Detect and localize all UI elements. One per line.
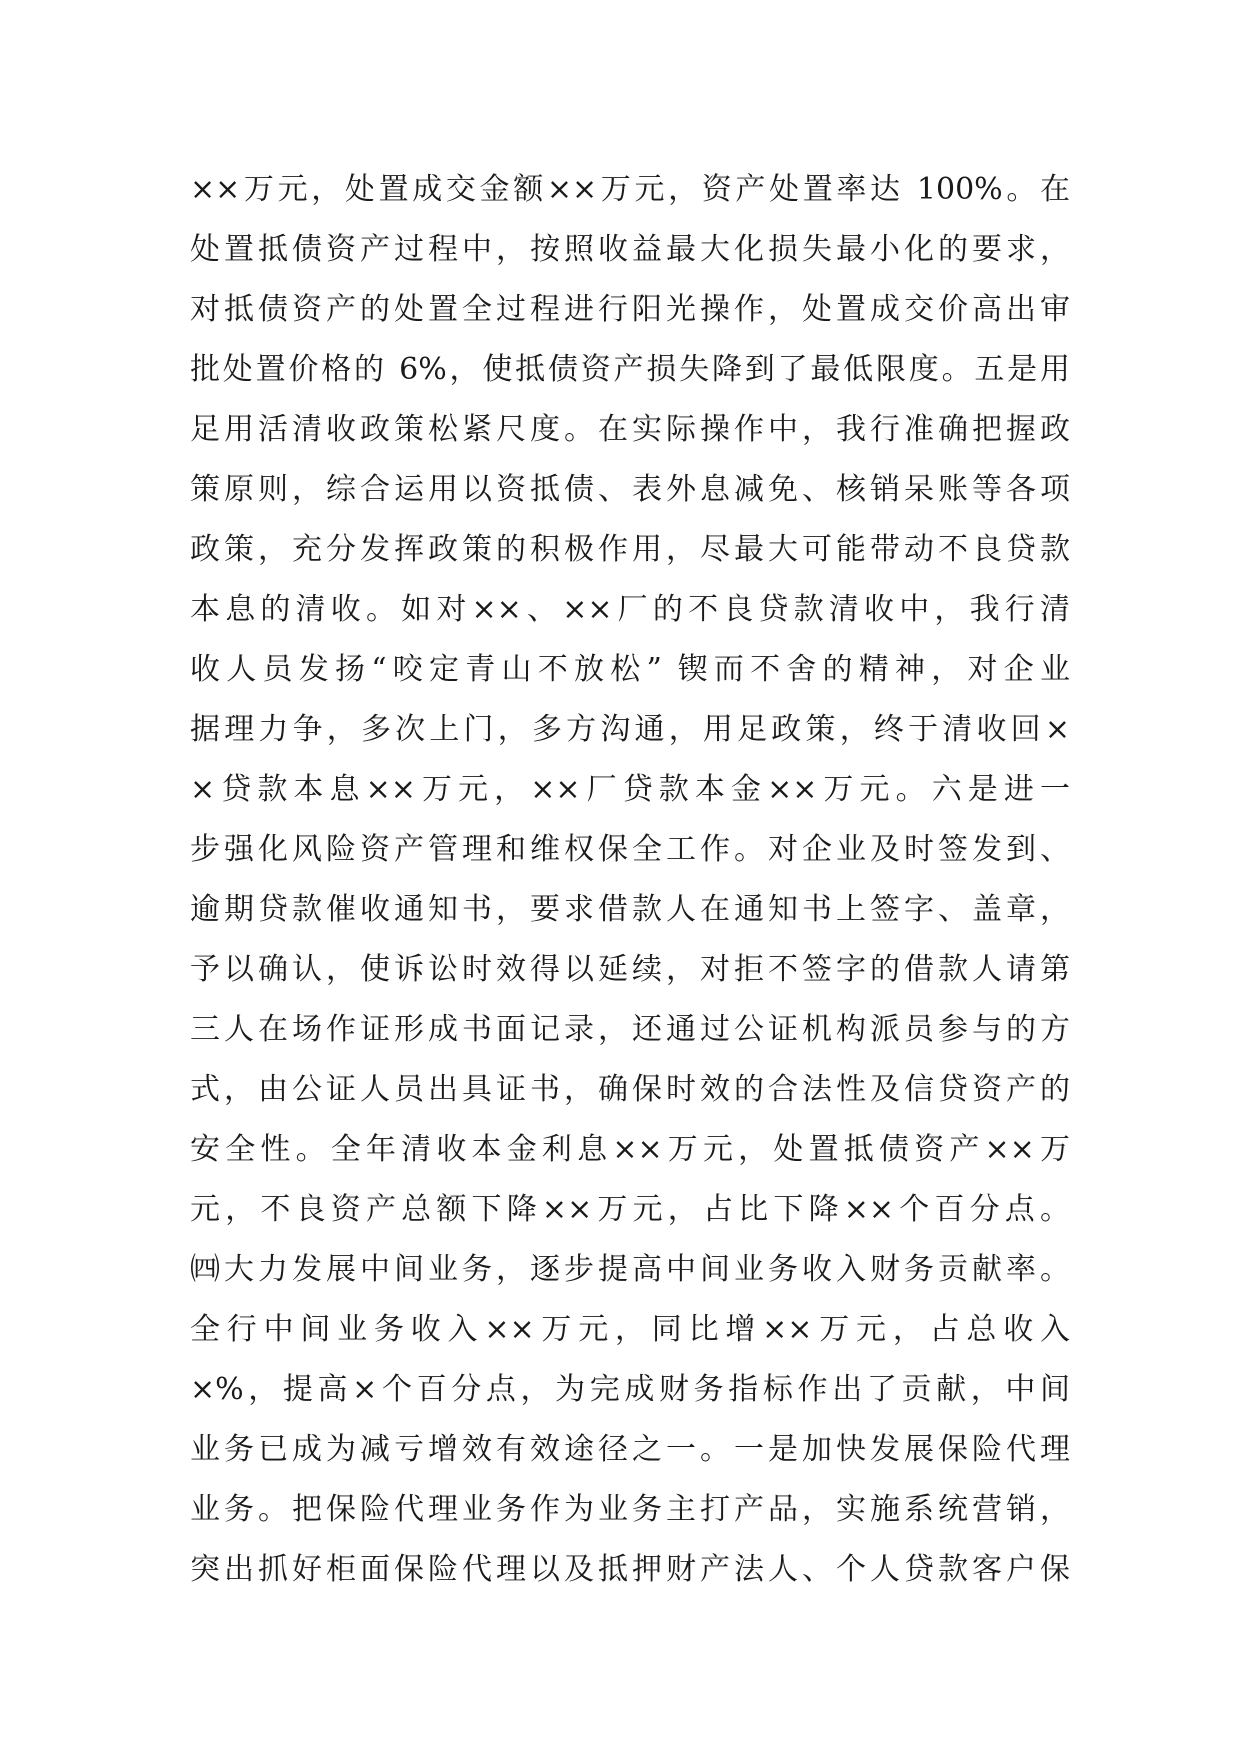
text-line: 政策，充分发挥政策的积极作用，尽最大可能带动不良贷款: [190, 532, 1070, 567]
text-line: 逾期贷款催收通知书，要求借款人在通知书上签字、盖章，: [190, 892, 1070, 927]
text-line: 对抵债资产的处置全过程进行阳光操作，处置成交价高出审: [190, 292, 1070, 327]
text-line: 业务。把保险代理业务作为业务主打产品，实施系统营销，: [190, 1492, 1070, 1527]
text-line: 步强化风险资产管理和维权保全工作。对企业及时签发到、: [190, 832, 1070, 867]
text-line: 式，由公证人员出具证书，确保时效的合法性及信贷资产的: [190, 1072, 1070, 1107]
text-line: 业务已成为减亏增效有效途径之一。一是加快发展保险代理: [190, 1432, 1070, 1467]
text-line: 全行中间业务收入××万元，同比增××万元，占总收入: [190, 1312, 1070, 1347]
text-line: 本息的清收。如对××、××厂的不良贷款清收中，我行清: [190, 592, 1070, 627]
text-line: ××万元，处置成交金额××万元，资产处置率达 100%。在: [190, 172, 1070, 207]
body-text: [190, 160, 1070, 1600]
text-line: 予以确认，使诉讼时效得以延续，对拒不签字的借款人请第: [190, 952, 1070, 987]
text-line: ×贷款本息××万元，××厂贷款本金××万元。六是进一: [190, 772, 1070, 807]
text-line: ×%，提高×个百分点，为完成财务指标作出了贡献，中间: [190, 1372, 1070, 1407]
text-line: 突出抓好柜面保险代理以及抵押财产法人、个人贷款客户保: [190, 1552, 1070, 1587]
text-line: 安全性。全年清收本金利息××万元，处置抵债资产××万: [190, 1132, 1070, 1167]
text-line: 足用活清收政策松紧尺度。在实际操作中，我行准确把握政: [190, 412, 1070, 447]
text-line: 批处置价格的 6%，使抵债资产损失降到了最低限度。五是用: [190, 352, 1070, 387]
text-line: ㈣大力发展中间业务，逐步提高中间业务收入财务贡献率。: [190, 1252, 1070, 1287]
text-line: 三人在场作证形成书面记录，还通过公证机构派员参与的方: [190, 1012, 1070, 1047]
text-line: 策原则，综合运用以资抵债、表外息减免、核销呆账等各项: [190, 472, 1070, 507]
text-line: 元，不良资产总额下降××万元，占比下降××个百分点。: [190, 1192, 1070, 1227]
text-line: 收人员发扬“咬定青山不放松” 锲而不舍的精神，对企业: [190, 652, 1070, 687]
text-line: 据理力争，多次上门，多方沟通，用足政策，终于清收回×: [190, 712, 1070, 747]
text-line: 处置抵债资产过程中，按照收益最大化损失最小化的要求，: [190, 232, 1070, 267]
